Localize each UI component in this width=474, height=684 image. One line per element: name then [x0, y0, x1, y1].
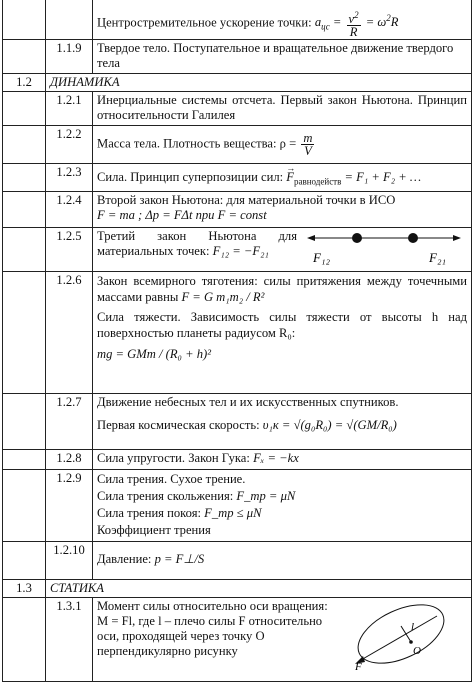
moment-title: Момент силы относительно оси вращения:	[97, 598, 328, 613]
row-text: Твердое тело. Поступательное и вращательное движение твердого тела	[93, 40, 472, 74]
table-row	[3, 40, 472, 74]
row-text: Центростремительное ускорение точки:	[97, 15, 312, 30]
moment-description: M = Fl, где l – плечо силы F относительно оси, проходящей через точку O перпендикулярно рисунку	[97, 613, 323, 658]
row-number: 1.1.9	[46, 40, 93, 74]
gravity-text: Сила тяжести. Зависимость силы тяжести от высоты h над поверхностью планеты радиусом R₀:	[97, 309, 467, 340]
arm-label: l	[411, 620, 415, 633]
centripetal-formula: $a_{цс}$ = $\frac{v^2}{R}$ = $\omega^2R$	[314, 10, 399, 40]
table-row	[3, 227, 472, 271]
section-row	[3, 74, 472, 92]
density-fraction: $\frac{m}{V}$	[303, 131, 313, 159]
row-number: 1.2.1	[46, 92, 93, 126]
table-row	[3, 191, 472, 227]
table-row	[3, 0, 472, 40]
moment-diagram	[341, 602, 451, 672]
cosmic-velocity-formula: υ₁к = √(g₀R₀) = √(GM/R₀)	[262, 417, 397, 432]
table-row	[3, 271, 472, 393]
row-number: 1.2.10	[46, 541, 93, 579]
section-number: 1.2	[3, 74, 46, 92]
density-rho: ρ =	[279, 136, 297, 151]
pressure-formula: p = F⊥/S	[154, 551, 205, 566]
table-row	[3, 126, 472, 164]
gravitation-formula: F = G m₁m₂ / R²	[181, 289, 265, 304]
newton-third-formula: F₁₂ = −F₂₁	[212, 243, 269, 258]
row-number: 1.2.7	[46, 393, 93, 449]
hooke-formula: Fₓ = −kx	[253, 450, 299, 465]
superposition-formula: = F₁ + F₂ + …	[344, 170, 422, 185]
point-o-label: O	[413, 644, 421, 657]
table-row	[3, 393, 472, 449]
row-number: 1.2.9	[46, 469, 93, 541]
row-number: 1.2.2	[46, 126, 93, 164]
friction-coefficient: Коэффициент трения	[97, 522, 211, 537]
row-number: 1.2.8	[46, 449, 93, 469]
row-number: 1.2.5	[46, 227, 93, 271]
force-label: F	[355, 660, 362, 672]
table-row: 1.2.3 Сила. Принцип суперпозиции сил: → $F_{равнодейств} = F_1 + F_2$ + …	[3, 164, 472, 192]
newton-third-diagram	[305, 230, 465, 268]
cosmic-velocity-label: Первая космическая скорость:	[97, 417, 260, 432]
static-friction-formula: F_тр ≤ μN	[204, 505, 262, 520]
gravitation-text: Закон всемирного тяготения: силы притяжения между точечными массами равны F = G m₁m₂ / R²	[97, 273, 467, 304]
row-number: 1.2.4	[46, 191, 93, 227]
section-title: ДИНАМИКА	[46, 74, 472, 92]
force-f21-label: F₂₁	[429, 249, 446, 265]
table-row	[3, 92, 472, 126]
codifier-table	[2, 0, 472, 682]
newton-second-formula: F = ma ; Δp = FΔt при F = const	[97, 207, 267, 222]
table-row	[3, 469, 472, 541]
table-row	[3, 597, 472, 681]
row-text: Второй закон Ньютона: для материальной точки в ИСО	[97, 192, 396, 207]
sliding-friction-label: Сила трения скольжения:	[97, 488, 234, 503]
gravity-formula: mg = GMm / (R₀ + h)²	[97, 346, 211, 361]
force-f12-label: F₁₂	[313, 249, 330, 265]
static-friction-label: Сила трения покоя:	[97, 505, 201, 520]
section-row	[3, 579, 472, 597]
row-number: 1.2.3	[46, 164, 93, 192]
table-row	[3, 449, 472, 469]
row-text: Сила. Принцип суперпозиции сил:	[97, 170, 284, 185]
row-text: Инерциальные системы отсчета. Первый закон Ньютона. Принцип относительности Галилея	[93, 92, 472, 126]
row-text: Сила упругости. Закон Гука:	[97, 450, 250, 465]
row-text: Третий закон Ньютона для материальных точек:	[97, 228, 297, 258]
row-text: Давление:	[97, 551, 152, 566]
friction-title: Сила трения. Сухое трение.	[97, 471, 246, 486]
sliding-friction-formula: F_тр = μN	[236, 488, 296, 503]
section-number: 1.3	[3, 579, 46, 597]
row-text: Движение небесных тел и их искусственных спутников.	[97, 394, 399, 409]
row-text: Масса тела. Плотность вещества:	[97, 136, 277, 151]
section-title: СТАТИКА	[46, 579, 472, 597]
formula-subscript: равнодейств	[294, 176, 342, 187]
row-number: 1.3.1	[46, 597, 93, 681]
table-row	[3, 541, 472, 579]
row-number: 1.2.6	[46, 271, 93, 393]
